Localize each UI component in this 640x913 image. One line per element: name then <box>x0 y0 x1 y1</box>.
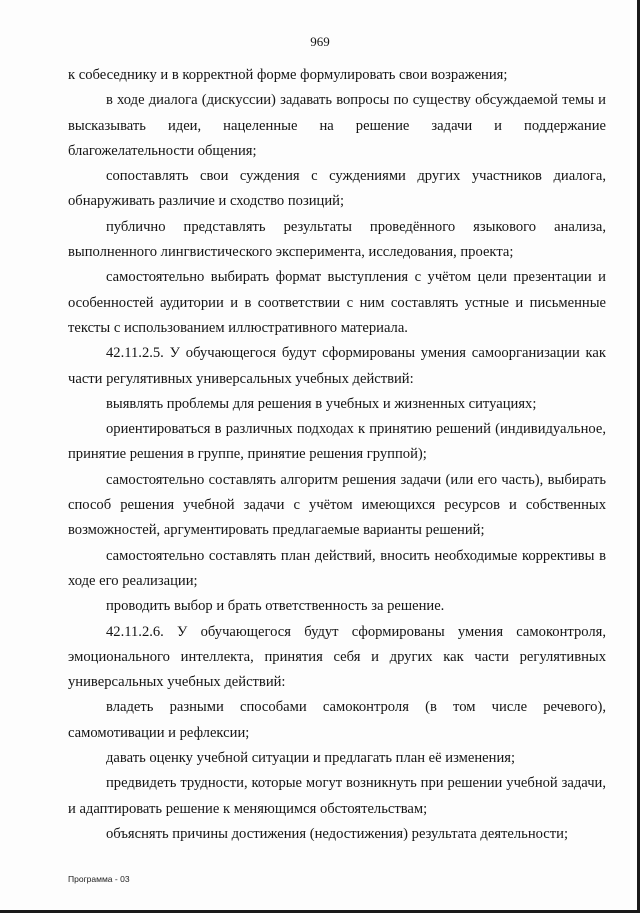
paragraph: давать оценку учебной ситуации и предлагать план её изменения; <box>106 750 516 767</box>
section-paragraph: 42.11.2.5. У обучающегося будут сформированы умения самоорганизации как части регулятивных универсальных учебных действий: <box>68 345 606 387</box>
paragraph: самостоятельно составлять алгоритм решения задачи (или его часть), выбирать способ решения учебной задачи с учётом имеющихся ресурсов и собственных возможностей, аргументировать предлагаемые варианты решений; <box>68 471 606 539</box>
paragraph: публично представлять результаты проведённого языкового анализа, выполненного лингвистического эксперимента, исследования, проекта; <box>68 218 606 261</box>
paragraph: выявлять проблемы для решения в учебных и жизненных ситуациях; <box>106 395 537 412</box>
paragraph: к собеседнику и в корректной форме формулировать свои возражения; <box>68 67 508 83</box>
paragraph: ориентироваться в различных подходах к принятию решений (индивидуальное, принятие решения в группе, принятие решения группой); <box>68 421 606 463</box>
body-text <box>68 63 606 847</box>
footer-label: Программа - 03 <box>68 874 130 884</box>
page-number: 969 <box>310 34 330 49</box>
section-paragraph: 42.11.2.6. У обучающегося будут сформированы умения самоконтроля, эмоционального интеллекта, принятия себя и других как части регулятивных универсальных учебных действий: <box>68 623 606 691</box>
paragraph: предвидеть трудности, которые могут возникнуть при решении учебной задачи, и адаптировать решение к меняющимся обстоятельствам; <box>68 775 606 817</box>
paragraph: проводить выбор и брать ответственность за решение. <box>106 598 445 615</box>
paragraph: в ходе диалога (дискуссии) задавать вопросы по существу обсуждаемой темы и высказывать идеи, нацеленные на решение задачи и поддержание благожелательности общения; <box>68 92 606 159</box>
paragraph: объяснять причины достижения (недостижения) результата деятельности; <box>106 825 569 842</box>
paragraph: сопоставлять свои суждения с суждениями других участников диалога, обнаруживать различие и сходство позиций; <box>68 168 606 210</box>
paragraph: самостоятельно выбирать формат выступления с учётом цели презентации и особенностей аудитории и в соответствии с ним составлять устные и письменные тексты с использованием иллюстративного материала. <box>68 269 606 336</box>
paragraph: владеть разными способами самоконтроля (в том числе речевого), самомотивации и рефлексии; <box>68 699 606 741</box>
paragraph: самостоятельно составлять план действий, вносить необходимые коррективы в ходе его реализации; <box>68 547 606 589</box>
